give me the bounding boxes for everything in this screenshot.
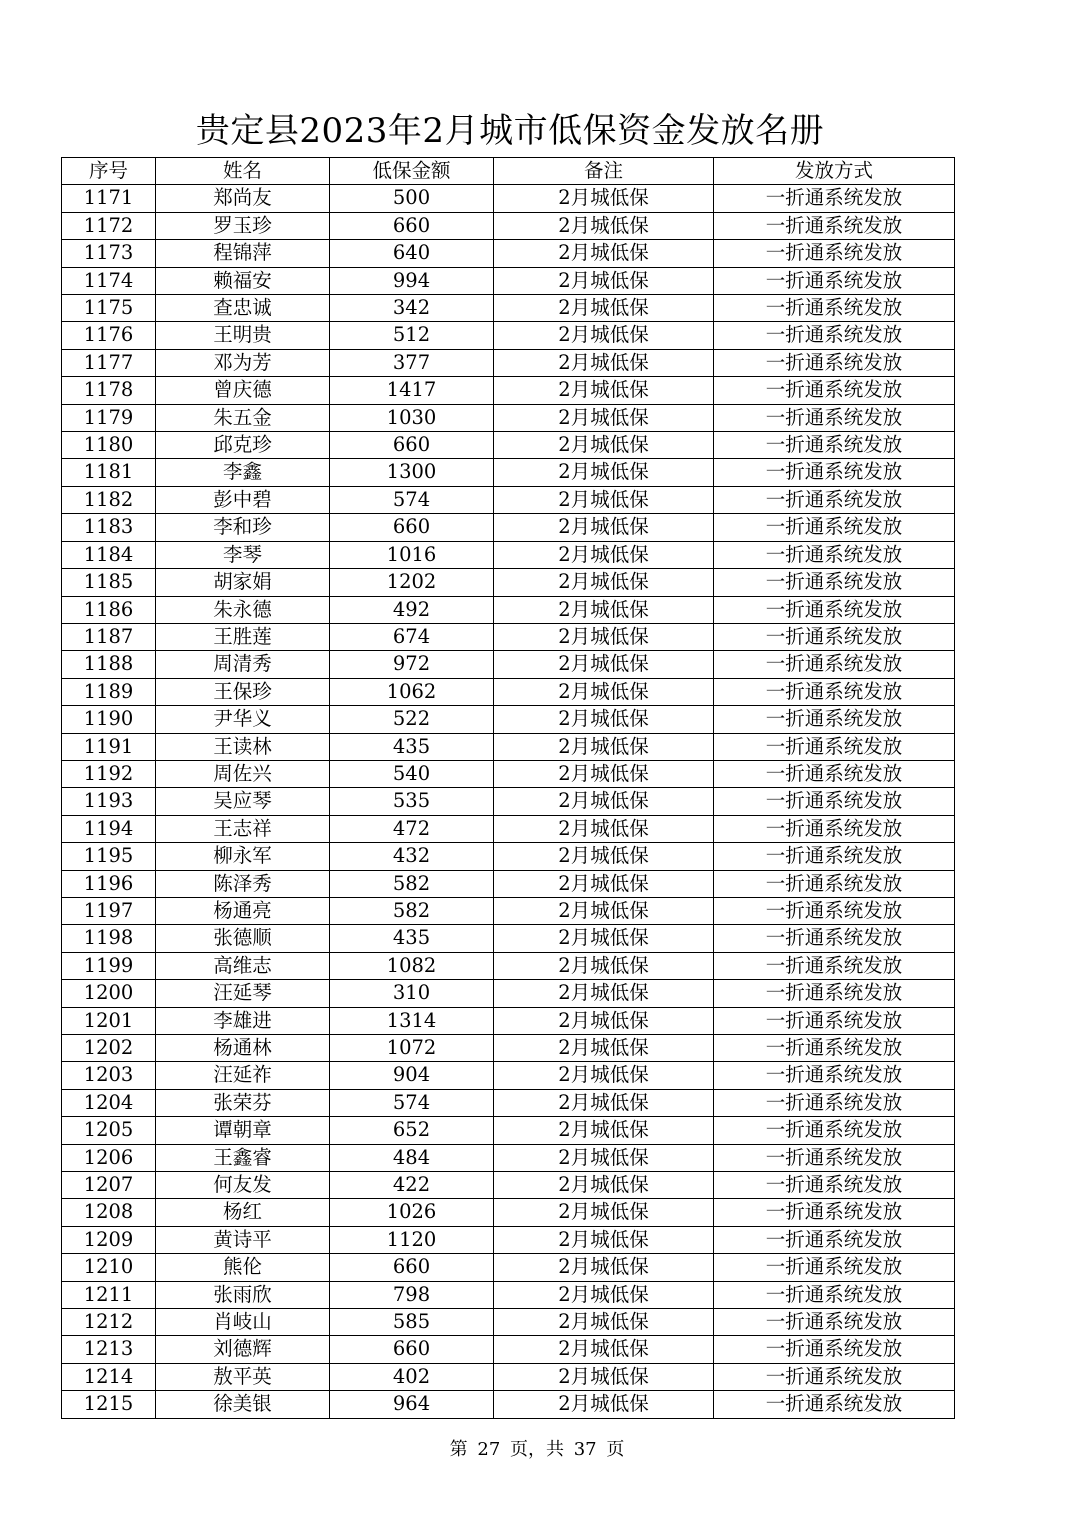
cell-name: 王胜莲: [156, 623, 330, 650]
cell-remark: 2月城低保: [494, 1144, 714, 1171]
table-row: [62, 760, 955, 787]
cell-payment-method: 一折通系统发放: [714, 1117, 955, 1144]
table-row: [62, 1254, 955, 1281]
cell-name: 郑尚友: [156, 185, 330, 212]
cell-payment-method: 一折通系统发放: [714, 870, 955, 897]
cell-remark: 2月城低保: [494, 623, 714, 650]
cell-name: 查忠诚: [156, 295, 330, 322]
cell-payment-method: 一折通系统发放: [714, 1309, 955, 1336]
table-row: [62, 706, 955, 733]
cell-payment-method: 一折通系统发放: [714, 349, 955, 376]
cell-name: 朱五金: [156, 404, 330, 431]
cell-payment-method: 一折通系统发放: [714, 897, 955, 924]
cell-remark: 2月城低保: [494, 541, 714, 568]
cell-amount: 1062: [330, 678, 494, 705]
table-row: [62, 267, 955, 294]
cell-amount: 1016: [330, 541, 494, 568]
cell-remark: 2月城低保: [494, 596, 714, 623]
table-row: [62, 1062, 955, 1089]
cell-payment-method: 一折通系统发放: [714, 1226, 955, 1253]
table-row: [62, 295, 955, 322]
cell-name: 何友发: [156, 1172, 330, 1199]
table-row: [62, 486, 955, 513]
cell-amount: 660: [330, 1254, 494, 1281]
cell-serial: 1184: [62, 541, 156, 568]
cell-name: 邓为芳: [156, 349, 330, 376]
cell-payment-method: 一折通系统发放: [714, 1391, 955, 1418]
cell-amount: 540: [330, 760, 494, 787]
cell-payment-method: 一折通系统发放: [714, 377, 955, 404]
cell-serial: 1207: [62, 1172, 156, 1199]
cell-serial: 1197: [62, 897, 156, 924]
cell-payment-method: 一折通系统发放: [714, 459, 955, 486]
cell-payment-method: 一折通系统发放: [714, 404, 955, 431]
cell-serial: 1210: [62, 1254, 156, 1281]
cell-amount: 585: [330, 1309, 494, 1336]
cell-name: 程锦萍: [156, 240, 330, 267]
cell-serial: 1198: [62, 925, 156, 952]
cell-payment-method: 一折通系统发放: [714, 240, 955, 267]
cell-amount: 904: [330, 1062, 494, 1089]
table-row: [62, 1363, 955, 1390]
cell-payment-method: 一折通系统发放: [714, 1172, 955, 1199]
cell-amount: 798: [330, 1281, 494, 1308]
cell-remark: 2月城低保: [494, 514, 714, 541]
cell-payment-method: 一折通系统发放: [714, 569, 955, 596]
cell-remark: 2月城低保: [494, 1336, 714, 1363]
cell-name: 周清秀: [156, 651, 330, 678]
cell-payment-method: 一折通系统发放: [714, 1363, 955, 1390]
cell-amount: 1202: [330, 569, 494, 596]
cell-amount: 574: [330, 486, 494, 513]
cell-remark: 2月城低保: [494, 952, 714, 979]
table-row: [62, 733, 955, 760]
cell-remark: 2月城低保: [494, 432, 714, 459]
cell-name: 曾庆德: [156, 377, 330, 404]
cell-serial: 1214: [62, 1363, 156, 1390]
cell-serial: 1205: [62, 1117, 156, 1144]
cell-amount: 484: [330, 1144, 494, 1171]
payment-roster-table: [61, 157, 955, 1419]
cell-remark: 2月城低保: [494, 1007, 714, 1034]
cell-serial: 1206: [62, 1144, 156, 1171]
cell-amount: 512: [330, 322, 494, 349]
column-header-payment-method: 发放方式: [714, 158, 955, 185]
cell-remark: 2月城低保: [494, 212, 714, 239]
table-row: [62, 1336, 955, 1363]
cell-amount: 535: [330, 788, 494, 815]
cell-serial: 1191: [62, 733, 156, 760]
cell-name: 刘德辉: [156, 1336, 330, 1363]
cell-payment-method: 一折通系统发放: [714, 815, 955, 842]
cell-payment-method: 一折通系统发放: [714, 486, 955, 513]
cell-serial: 1195: [62, 843, 156, 870]
cell-serial: 1172: [62, 212, 156, 239]
cell-serial: 1186: [62, 596, 156, 623]
table-row: [62, 212, 955, 239]
table-row: [62, 459, 955, 486]
cell-name: 王鑫睿: [156, 1144, 330, 1171]
column-header-serial: 序号: [62, 158, 156, 185]
table-row: [62, 843, 955, 870]
cell-amount: 660: [330, 432, 494, 459]
cell-remark: 2月城低保: [494, 1281, 714, 1308]
cell-name: 李鑫: [156, 459, 330, 486]
cell-serial: 1178: [62, 377, 156, 404]
cell-serial: 1193: [62, 788, 156, 815]
cell-serial: 1200: [62, 980, 156, 1007]
cell-remark: 2月城低保: [494, 1309, 714, 1336]
cell-amount: 1082: [330, 952, 494, 979]
table-row: [62, 925, 955, 952]
table-row: [62, 1117, 955, 1144]
cell-serial: 1201: [62, 1007, 156, 1034]
cell-remark: 2月城低保: [494, 1254, 714, 1281]
cell-payment-method: 一折通系统发放: [714, 1336, 955, 1363]
cell-amount: 660: [330, 1336, 494, 1363]
column-header-amount: 低保金额: [330, 158, 494, 185]
cell-payment-method: 一折通系统发放: [714, 212, 955, 239]
cell-amount: 432: [330, 843, 494, 870]
cell-payment-method: 一折通系统发放: [714, 1254, 955, 1281]
cell-payment-method: 一折通系统发放: [714, 1199, 955, 1226]
cell-serial: 1203: [62, 1062, 156, 1089]
cell-amount: 435: [330, 925, 494, 952]
cell-remark: 2月城低保: [494, 404, 714, 431]
table-row: [62, 952, 955, 979]
cell-payment-method: 一折通系统发放: [714, 1035, 955, 1062]
table-row: [62, 596, 955, 623]
cell-amount: 1314: [330, 1007, 494, 1034]
cell-amount: 582: [330, 897, 494, 924]
cell-name: 胡家娟: [156, 569, 330, 596]
cell-payment-method: 一折通系统发放: [714, 1062, 955, 1089]
cell-serial: 1192: [62, 760, 156, 787]
table-row: [62, 569, 955, 596]
cell-remark: 2月城低保: [494, 980, 714, 1007]
cell-name: 杨通林: [156, 1035, 330, 1062]
cell-payment-method: 一折通系统发放: [714, 1281, 955, 1308]
cell-name: 赖福安: [156, 267, 330, 294]
cell-payment-method: 一折通系统发放: [714, 267, 955, 294]
cell-name: 周佐兴: [156, 760, 330, 787]
cell-name: 高维志: [156, 952, 330, 979]
cell-amount: 582: [330, 870, 494, 897]
cell-amount: 972: [330, 651, 494, 678]
cell-amount: 660: [330, 212, 494, 239]
cell-name: 熊伦: [156, 1254, 330, 1281]
cell-amount: 522: [330, 706, 494, 733]
cell-payment-method: 一折通系统发放: [714, 733, 955, 760]
cell-serial: 1211: [62, 1281, 156, 1308]
cell-remark: 2月城低保: [494, 267, 714, 294]
column-header-remark: 备注: [494, 158, 714, 185]
table-body: [62, 185, 955, 1418]
table-row: [62, 240, 955, 267]
cell-serial: 1196: [62, 870, 156, 897]
table-row: [62, 788, 955, 815]
cell-amount: 994: [330, 267, 494, 294]
cell-payment-method: 一折通系统发放: [714, 322, 955, 349]
cell-remark: 2月城低保: [494, 1199, 714, 1226]
cell-payment-method: 一折通系统发放: [714, 760, 955, 787]
table-row: [62, 1144, 955, 1171]
cell-name: 敖平英: [156, 1363, 330, 1390]
cell-remark: 2月城低保: [494, 897, 714, 924]
cell-amount: 1417: [330, 377, 494, 404]
cell-payment-method: 一折通系统发放: [714, 185, 955, 212]
cell-name: 陈泽秀: [156, 870, 330, 897]
cell-remark: 2月城低保: [494, 815, 714, 842]
table-row: [62, 514, 955, 541]
cell-remark: 2月城低保: [494, 185, 714, 212]
cell-amount: 472: [330, 815, 494, 842]
cell-remark: 2月城低保: [494, 240, 714, 267]
table-row: [62, 541, 955, 568]
table-row: [62, 185, 955, 212]
cell-payment-method: 一折通系统发放: [714, 952, 955, 979]
table-row: [62, 432, 955, 459]
cell-payment-method: 一折通系统发放: [714, 925, 955, 952]
cell-name: 罗玉珍: [156, 212, 330, 239]
cell-serial: 1174: [62, 267, 156, 294]
table-row: [62, 1309, 955, 1336]
cell-name: 杨红: [156, 1199, 330, 1226]
cell-name: 黄诗平: [156, 1226, 330, 1253]
cell-serial: 1188: [62, 651, 156, 678]
cell-remark: 2月城低保: [494, 349, 714, 376]
table-header-row: [62, 158, 955, 185]
table-row: [62, 1089, 955, 1116]
table-row: [62, 1035, 955, 1062]
cell-serial: 1175: [62, 295, 156, 322]
cell-payment-method: 一折通系统发放: [714, 706, 955, 733]
table-row: [62, 980, 955, 1007]
cell-remark: 2月城低保: [494, 651, 714, 678]
cell-payment-method: 一折通系统发放: [714, 541, 955, 568]
table-row: [62, 870, 955, 897]
table-row: [62, 1391, 955, 1418]
cell-serial: 1182: [62, 486, 156, 513]
cell-remark: 2月城低保: [494, 678, 714, 705]
cell-remark: 2月城低保: [494, 733, 714, 760]
cell-serial: 1213: [62, 1336, 156, 1363]
cell-name: 朱永德: [156, 596, 330, 623]
cell-payment-method: 一折通系统发放: [714, 623, 955, 650]
cell-remark: 2月城低保: [494, 925, 714, 952]
cell-serial: 1176: [62, 322, 156, 349]
cell-serial: 1181: [62, 459, 156, 486]
cell-amount: 652: [330, 1117, 494, 1144]
cell-remark: 2月城低保: [494, 486, 714, 513]
cell-serial: 1212: [62, 1309, 156, 1336]
cell-payment-method: 一折通系统发放: [714, 980, 955, 1007]
column-header-name: 姓名: [156, 158, 330, 185]
table-row: [62, 815, 955, 842]
cell-amount: 310: [330, 980, 494, 1007]
cell-remark: 2月城低保: [494, 1089, 714, 1116]
cell-serial: 1179: [62, 404, 156, 431]
cell-name: 柳永军: [156, 843, 330, 870]
cell-payment-method: 一折通系统发放: [714, 788, 955, 815]
cell-name: 吴应琴: [156, 788, 330, 815]
cell-payment-method: 一折通系统发放: [714, 514, 955, 541]
cell-name: 王明贵: [156, 322, 330, 349]
cell-serial: 1194: [62, 815, 156, 842]
cell-payment-method: 一折通系统发放: [714, 651, 955, 678]
cell-amount: 574: [330, 1089, 494, 1116]
table-row: [62, 404, 955, 431]
cell-name: 张德顺: [156, 925, 330, 952]
cell-amount: 674: [330, 623, 494, 650]
cell-name: 李琴: [156, 541, 330, 568]
cell-remark: 2月城低保: [494, 870, 714, 897]
cell-serial: 1187: [62, 623, 156, 650]
cell-remark: 2月城低保: [494, 843, 714, 870]
cell-payment-method: 一折通系统发放: [714, 295, 955, 322]
cell-name: 王志祥: [156, 815, 330, 842]
cell-amount: 1120: [330, 1226, 494, 1253]
cell-amount: 492: [330, 596, 494, 623]
cell-name: 李和珍: [156, 514, 330, 541]
cell-payment-method: 一折通系统发放: [714, 596, 955, 623]
cell-payment-method: 一折通系统发放: [714, 1144, 955, 1171]
table-row: [62, 1281, 955, 1308]
cell-remark: 2月城低保: [494, 760, 714, 787]
cell-remark: 2月城低保: [494, 1391, 714, 1418]
cell-serial: 1215: [62, 1391, 156, 1418]
cell-serial: 1199: [62, 952, 156, 979]
cell-name: 杨通亮: [156, 897, 330, 924]
cell-remark: 2月城低保: [494, 788, 714, 815]
cell-remark: 2月城低保: [494, 1172, 714, 1199]
cell-serial: 1183: [62, 514, 156, 541]
cell-amount: 342: [330, 295, 494, 322]
cell-remark: 2月城低保: [494, 1363, 714, 1390]
cell-payment-method: 一折通系统发放: [714, 678, 955, 705]
table-row: [62, 1226, 955, 1253]
cell-amount: 377: [330, 349, 494, 376]
table-row: [62, 377, 955, 404]
cell-amount: 500: [330, 185, 494, 212]
cell-name: 张荣芬: [156, 1089, 330, 1116]
cell-amount: 1072: [330, 1035, 494, 1062]
document-title: 贵定县2023年2月城市低保资金发放名册: [195, 111, 825, 151]
cell-remark: 2月城低保: [494, 1035, 714, 1062]
table-row: [62, 322, 955, 349]
cell-remark: 2月城低保: [494, 1117, 714, 1144]
table-row: [62, 349, 955, 376]
cell-serial: 1177: [62, 349, 156, 376]
cell-name: 徐美银: [156, 1391, 330, 1418]
cell-serial: 1204: [62, 1089, 156, 1116]
table-row: [62, 678, 955, 705]
cell-amount: 660: [330, 514, 494, 541]
cell-name: 李雄进: [156, 1007, 330, 1034]
cell-serial: 1209: [62, 1226, 156, 1253]
cell-remark: 2月城低保: [494, 706, 714, 733]
table-row: [62, 897, 955, 924]
cell-name: 邱克珍: [156, 432, 330, 459]
cell-serial: 1185: [62, 569, 156, 596]
cell-serial: 1208: [62, 1199, 156, 1226]
cell-amount: 964: [330, 1391, 494, 1418]
cell-name: 尹华义: [156, 706, 330, 733]
cell-payment-method: 一折通系统发放: [714, 843, 955, 870]
cell-remark: 2月城低保: [494, 1226, 714, 1253]
cell-payment-method: 一折通系统发放: [714, 432, 955, 459]
cell-remark: 2月城低保: [494, 569, 714, 596]
cell-remark: 2月城低保: [494, 295, 714, 322]
cell-amount: 1026: [330, 1199, 494, 1226]
cell-name: 汪延琴: [156, 980, 330, 1007]
cell-amount: 1030: [330, 404, 494, 431]
cell-serial: 1180: [62, 432, 156, 459]
table-row: [62, 623, 955, 650]
cell-remark: 2月城低保: [494, 1062, 714, 1089]
cell-payment-method: 一折通系统发放: [714, 1007, 955, 1034]
table-row: [62, 1007, 955, 1034]
cell-remark: 2月城低保: [494, 377, 714, 404]
cell-name: 谭朝章: [156, 1117, 330, 1144]
cell-serial: 1190: [62, 706, 156, 733]
cell-amount: 435: [330, 733, 494, 760]
cell-serial: 1171: [62, 185, 156, 212]
cell-name: 张雨欣: [156, 1281, 330, 1308]
cell-amount: 640: [330, 240, 494, 267]
cell-name: 汪延祚: [156, 1062, 330, 1089]
table-row: [62, 651, 955, 678]
cell-remark: 2月城低保: [494, 459, 714, 486]
cell-serial: 1173: [62, 240, 156, 267]
cell-amount: 422: [330, 1172, 494, 1199]
cell-name: 王读林: [156, 733, 330, 760]
cell-amount: 1300: [330, 459, 494, 486]
cell-serial: 1202: [62, 1035, 156, 1062]
page-footer: 第 27 页，共 37 页: [449, 1439, 625, 1460]
cell-name: 彭中碧: [156, 486, 330, 513]
table-row: [62, 1172, 955, 1199]
cell-remark: 2月城低保: [494, 322, 714, 349]
cell-amount: 402: [330, 1363, 494, 1390]
table-row: [62, 1199, 955, 1226]
cell-name: 肖岐山: [156, 1309, 330, 1336]
cell-payment-method: 一折通系统发放: [714, 1089, 955, 1116]
cell-name: 王保珍: [156, 678, 330, 705]
cell-serial: 1189: [62, 678, 156, 705]
